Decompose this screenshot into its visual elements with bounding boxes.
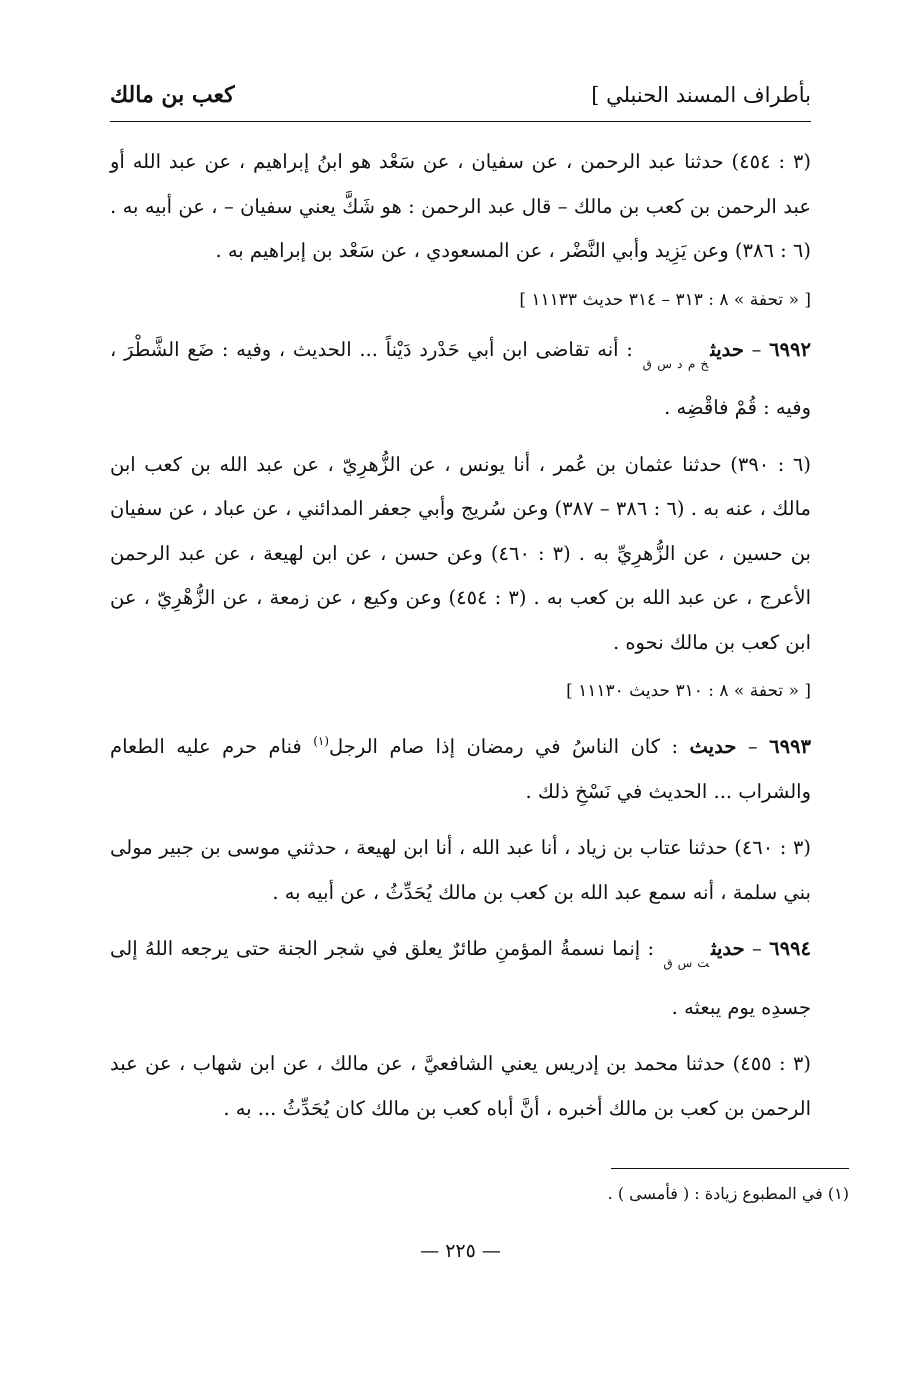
document-body bbox=[110, 140, 811, 1131]
hadith-text: : أنه تقاضى ابن أبي حَدْرد دَيْناً ... الحديث ، وفيه : ضَع الشَّطْرَ ، وفيه : قُمْ فاقْضِه . bbox=[110, 337, 811, 419]
hadith-number: ٦٩٩٣ bbox=[769, 735, 811, 758]
paragraph: (٣ : ٤٦٠) حدثنا عتاب بن زياد ، أنا عبد الله ، أنا ابن لهيعة ، حدثني موسى بن جبير مولى بني سلمة ، أنه سمع عبد الله بن كعب بن مالك يُحَدِّثُ ، عن أبيه به . bbox=[110, 836, 811, 904]
hadith-entry bbox=[110, 927, 811, 1030]
hadith-number: ٦٩٩٤ bbox=[769, 937, 811, 960]
paragraph: (٣ : ٤٥٤) حدثنا عبد الرحمن ، عن سفيان ، عن سَعْد هو ابنُ إبراهيم ، عن عبد الله أو عبد الرحمن بن كعب بن مالك – قال عبد الرحمن : هو شَكَّ يعني سفيان – ، عن أبيه به . (٦ : ٣٨٦) وعن يَزِيد وأبي النَّضْر ، عن المسعودي ، عن سَعْد بن إبراهيم به . bbox=[110, 150, 811, 262]
spacer bbox=[110, 814, 811, 826]
page-number: — ٢٢٥ — bbox=[420, 1240, 501, 1262]
paragraph: (٣ : ٤٥٥) حدثنا محمد بن إدريس يعني الشافعيَّ ، عن مالك ، عن ابن شهاب ، عن عبد الرحمن بن كعب بن مالك أخبره ، أنَّ أباه كعب بن مالك كان يُحَدِّثُ ... به . bbox=[110, 1052, 812, 1120]
spacer bbox=[110, 1030, 811, 1042]
hadith-dash: – bbox=[744, 937, 770, 960]
spacer bbox=[110, 915, 811, 927]
running-head-section: كعب بن مالك bbox=[110, 82, 235, 108]
tuhfa-reference: [ « تحفة » ٨ : ٣١٠ حديث ١١١٣٠ ] bbox=[566, 681, 811, 701]
footnote-reference: (١) bbox=[313, 734, 330, 748]
tuhfa-reference: [ « تحفة » ٨ : ٣١٣ – ٣١٤ حديث ١١١٣٣ ] bbox=[519, 289, 811, 310]
header-rule bbox=[110, 121, 811, 122]
hadith-keyword: حديث bbox=[689, 735, 737, 758]
hadith-keyword: حديث bbox=[711, 937, 745, 960]
hadith-entry bbox=[110, 328, 811, 431]
hadith-dash: – bbox=[743, 337, 770, 361]
footnote: (١) في المطبوع زيادة : ( فأمسى ) . bbox=[607, 1184, 849, 1203]
hadith-number: ٦٩٩٢ bbox=[769, 337, 811, 361]
hadith-sigla: خ م د س ق bbox=[642, 356, 709, 371]
spacer bbox=[110, 431, 811, 443]
running-head bbox=[110, 82, 811, 108]
hadith-text-continued: فنام حرم عليه الطعام والشراب ... الحديث في نَسْخِ ذلك . bbox=[110, 735, 811, 803]
hadith-keyword: حديث bbox=[710, 337, 744, 361]
hadith-entry bbox=[110, 719, 811, 814]
running-head-title: بأطراف المسند الحنبلي ] bbox=[591, 83, 811, 107]
footnote-rule bbox=[611, 1168, 849, 1169]
hadith-dash: – bbox=[736, 735, 770, 758]
hadith-text: : كان الناسُ في رمضان إذا صام الرجل bbox=[329, 735, 690, 758]
paragraph: (٦ : ٣٩٠) حدثنا عثمان بن عُمر ، أنا يونس ، عن الزُّهرِيّ ، عن عبد الله بن كعب ابن مالك ، عنه به . (٦ : ٣٨٦ – ٣٨٧) وعن سُريج وأبي جعفر المدائني ، عن عباد ، عن سفيان بن حسين ، عن الزُّهرِيِّ به . (٣ : ٤٦٠) وعن حسن ، عن ابن لهيعة ، عن عبد الرحمن الأعرج ، عن عبد الله بن كعب به . (٣ : ٤٥٤) وعن وكيع ، عن زمعة ، عن الزُّهْرِيّ ، عن ابن كعب بن مالك نحوه . bbox=[110, 452, 812, 654]
hadith-text: : إنما نسمةُ المؤمنِ طائرٌ يعلق في شجر الجنة حتى يرجعه اللهُ إلى جسدِه يوم يبعثه . bbox=[110, 937, 811, 1019]
hadith-sigla: ت س ق bbox=[663, 956, 710, 970]
